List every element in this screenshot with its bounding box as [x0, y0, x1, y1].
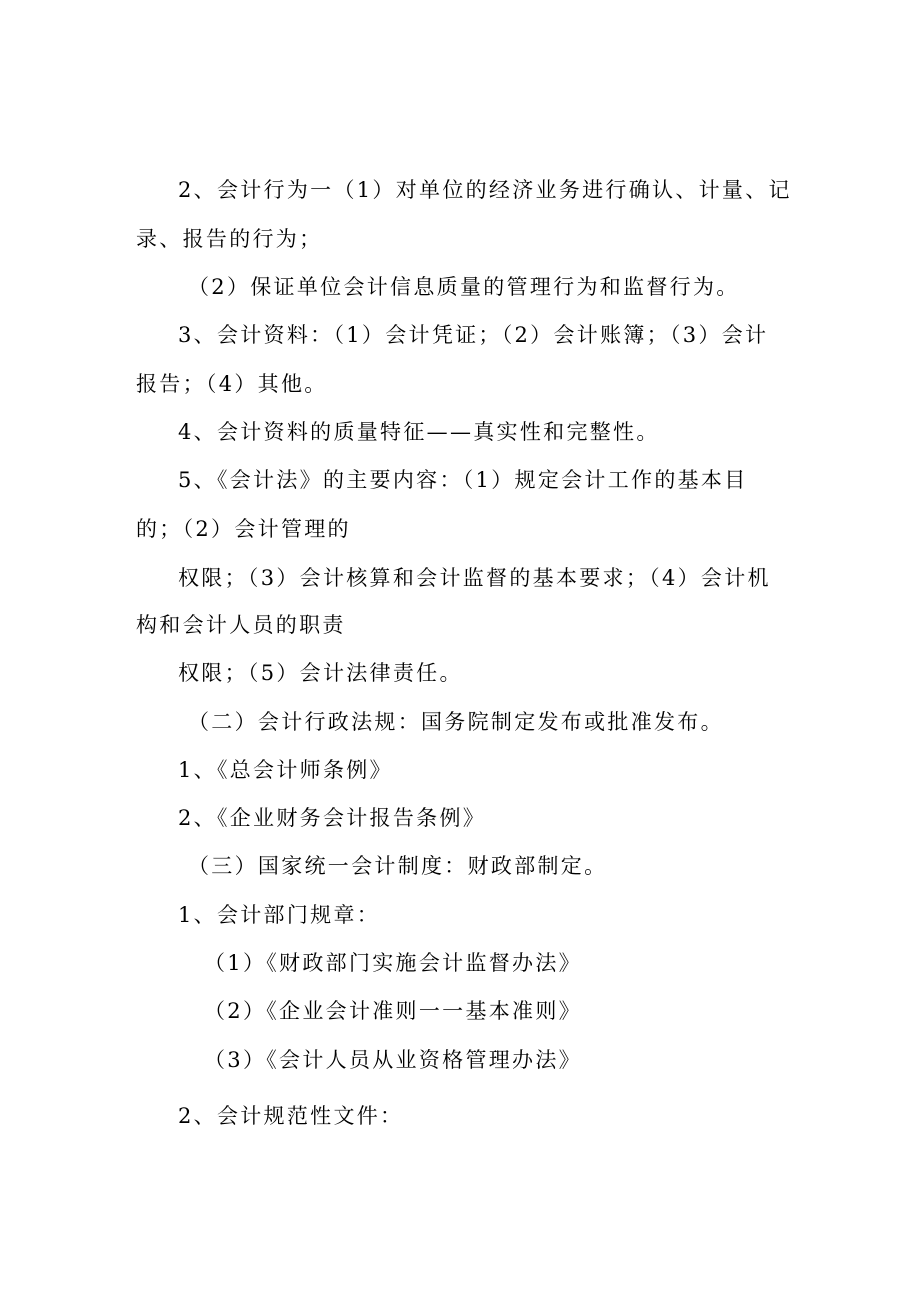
text-line: 1、会计部门规章：	[178, 903, 381, 927]
text-line: （2）保证单位会计信息质量的管理行为和监督行为。	[188, 275, 740, 299]
text-line: （2）《企业会计准则一一基本准则》	[204, 999, 582, 1023]
text-line: 5、《会计法》的主要内容：（1）规定会计工作的基本目	[178, 468, 748, 492]
text-line: （1）《财政部门实施会计监督办法》	[204, 951, 582, 975]
text-line: 2、《企业财务会计报告条例》	[178, 806, 487, 830]
text-line: 2、会计规范性文件：	[178, 1104, 404, 1128]
text-line: 权限；（3）会计核算和会计监督的基本要求；（4）会计机	[178, 566, 771, 590]
text-line: 4、会计资料的质量特征——真实性和完整性。	[178, 420, 660, 444]
text-line: 2、会计行为一（1）对单位的经济业务进行确认、计量、记	[178, 178, 792, 202]
text-line: 构和会计人员的职责	[136, 613, 346, 637]
text-line: （3）《会计人员从业资格管理办法》	[204, 1048, 582, 1072]
text-line: 3、会计资料：（1）会计凭证；（2）会计账簿；（3）会计	[178, 323, 769, 347]
section-heading: （二）会计行政法规：国务院制定发布或批准发布。	[188, 710, 724, 734]
text-line: 报告；（4）其他。	[136, 372, 328, 396]
text-line: 1、《总会计师条例》	[178, 758, 393, 782]
text-line: 的；（2）会计管理的	[136, 517, 351, 541]
section-heading: （三）国家统一会计制度：财政部制定。	[188, 854, 608, 878]
text-line: 录、报告的行为；	[136, 227, 323, 251]
text-line: 权限；（5）会计法律责任。	[178, 661, 463, 685]
